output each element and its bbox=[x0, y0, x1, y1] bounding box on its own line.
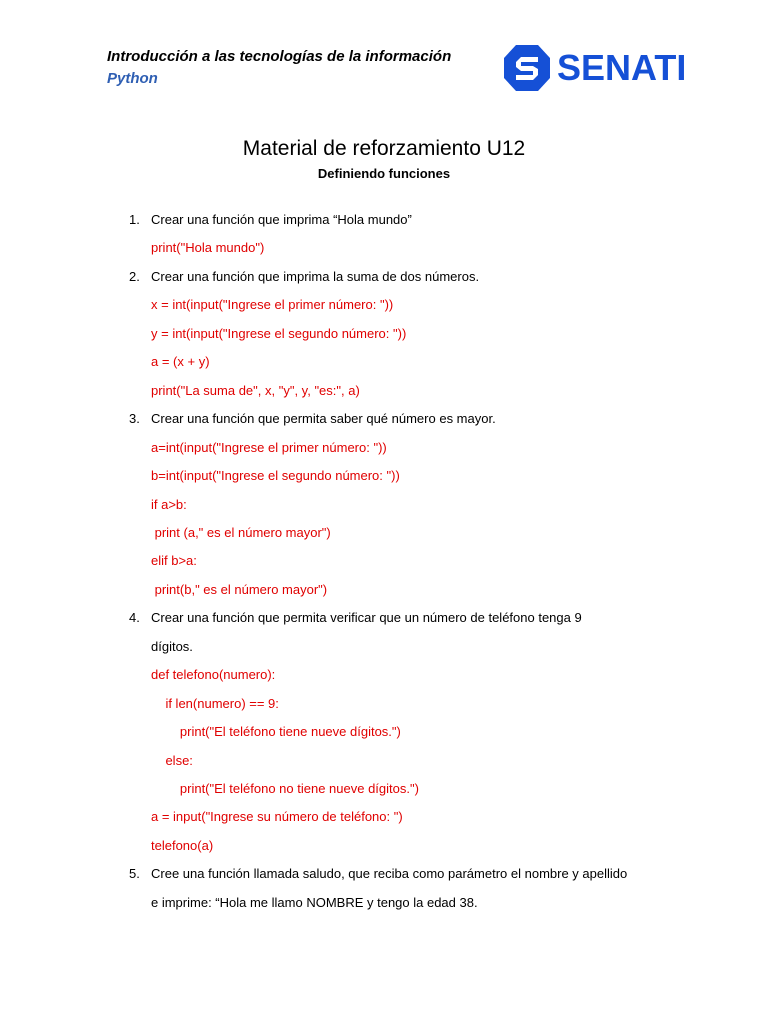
code-line: x = int(input("Ingrese el primer número: ")) bbox=[151, 297, 394, 313]
exercise-number: 5. bbox=[129, 866, 140, 882]
code-line: print("Hola mundo") bbox=[151, 240, 265, 256]
exercise-statement: Crear una función que permita saber qué número es mayor. bbox=[151, 411, 496, 427]
senati-s-emblem-icon bbox=[501, 42, 553, 94]
code-line: y = int(input("Ingrese el segundo número: ")) bbox=[151, 325, 407, 341]
logo-wordmark: SENATI bbox=[557, 47, 687, 88]
code-line: print(b," es el número mayor") bbox=[151, 581, 328, 597]
code-line: if a>b: bbox=[151, 496, 187, 512]
exercise-statement: Crear una función que imprima la suma de dos números. bbox=[151, 268, 480, 284]
code-line: if len(numero) == 9: bbox=[151, 695, 279, 711]
code-line: elif b>a: bbox=[151, 553, 197, 569]
code-line: a=int(input("Ingrese el primer número: ")) bbox=[151, 439, 387, 455]
code-line: else: bbox=[151, 752, 193, 768]
code-line: print (a," es el número mayor") bbox=[151, 524, 331, 540]
code-line: print("La suma de", x, "y", y, "es:", a) bbox=[151, 382, 360, 398]
code-line: telefono(a) bbox=[151, 837, 214, 853]
code-line: a = (x + y) bbox=[151, 354, 210, 370]
code-line: b=int(input("Ingrese el segundo número: ")) bbox=[151, 468, 400, 484]
exercise-statement: dígitos. bbox=[151, 638, 193, 654]
exercise-statement: Crear una función que imprima “Hola mundo” bbox=[151, 212, 412, 227]
code-line: a = input("Ingrese su número de teléfono: ") bbox=[151, 809, 403, 825]
document-subtitle: Definiendo funciones bbox=[317, 166, 451, 181]
exercise-statement: Crear una función que permita verificar que un número de teléfono tenga 9 bbox=[151, 610, 582, 626]
exercise-number: 4. bbox=[129, 610, 140, 626]
code-line: def telefono(numero): bbox=[151, 667, 276, 683]
exercise-statement: Cree una función llamada saludo, que reciba como parámetro el nombre y apellido bbox=[151, 866, 628, 882]
exercise-number: 2. bbox=[129, 268, 140, 284]
course-title: Introducción a las tecnologías de la información bbox=[107, 48, 452, 65]
document-title: Material de reforzamiento U12 bbox=[242, 137, 526, 160]
exercise-number: 3. bbox=[129, 411, 140, 427]
senati-logo bbox=[501, 42, 691, 94]
exercise-number: 1. bbox=[129, 212, 140, 227]
code-line: print("El teléfono tiene nueve dígitos.") bbox=[151, 724, 401, 740]
course-subtitle: Python bbox=[107, 70, 158, 87]
exercise-statement: e imprime: “Hola me llamo NOMBRE y tengo la edad 38. bbox=[151, 894, 478, 910]
code-line: print("El teléfono no tiene nueve dígitos.") bbox=[151, 781, 419, 796]
